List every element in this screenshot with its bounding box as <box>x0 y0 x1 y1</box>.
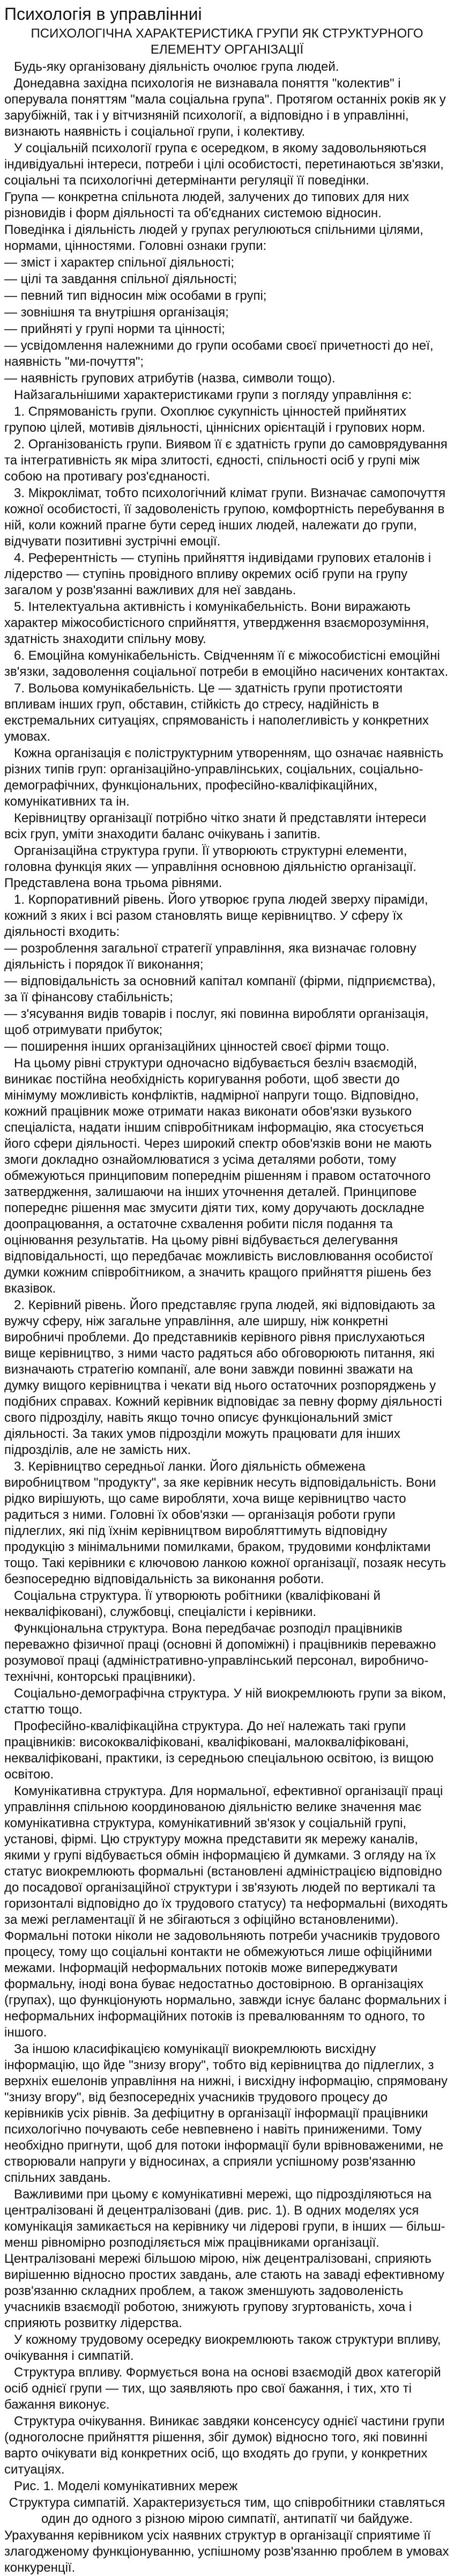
paragraph: Поведінка і діяльність людей у групах регулюються спільними цілями, нормами, цінностями. Головні ознаки групи: <box>4 223 423 253</box>
paragraph: Кожна організація є поліструктурним утворенням, що означає наявність різних типів груп: організаційно-управлінських, соціальних, соціально-демографічних, функціональних, професійно-кваліфікаційних, комунікативних та ін. <box>4 746 444 809</box>
list-item: — відповідальність за основний капітал компанії (фірми, підприємства), за її фінансову стабільність; <box>4 974 436 1005</box>
list-item: — розроблення загальної стратегії управління, яка визначає головну діяльність і порядок її виконання; <box>4 941 416 972</box>
list-item: — наявність групових атрибутів (назва, символи тощо). <box>4 371 336 386</box>
list-item: — усвідомлення належними до групи особами своєї причетності до неї, наявність "ми-почуття"; <box>4 338 434 369</box>
paragraph: Важливими при цьому є комунікативні мережі, що підрозділяються на централізовані й децентралізовані (див. рис. 1). В одних моделях уся комунікація замикається на керівнику чи лідерові групи, в інших — більш-менш рівномірно розподіляється між працівниками організації. Централізовані мережі більшою мірою, ніж децентралізовані, сприяють вирішенню відносно простих завдань, але стають на заваді ефективному розв'язанню складних проблем, а також зменшують задоволеність учасників взаємодії роботою, знижують групову згуртованість, хоча і сприяють розвитку лідерства. <box>4 2187 445 2330</box>
paragraph: Рис. 1. Моделі комунікативних мереж <box>14 2479 238 2493</box>
document-body <box>4 59 450 2576</box>
paragraph: 2. Організованість групи. Виявом її є здатність групи до самоврядування та інтегративність як міра злитості, єдності, спільності осіб у групі між собою на противагу роз'єднаності. <box>4 437 448 484</box>
list-item: — прийняті у групі норми та цінності; <box>4 322 225 336</box>
paragraph: Комунікативна структура. Для нормальної, ефективної організації праці управління спільною координованою діяльністю велике значення має комунікативна структура, комунікативний зв'язок у соціальній групі, установі, фірмі. Цю структуру можна представити як мережу каналів, якими у групі відбувається обмін інформацією й думками. З огляду на їх статус виокремлюють формальні (встановлені адміністрацією відповідно до посадової організаційної структури і зв'язують людей по вертикалі та горизонталі відповідно до їх трудового статусу) та неформальні (виходять за межі регламентації й не збігаються з офіційно встановленими). Формальні потоки ніколи не задовольняють потреби учасників трудового процесу, тому що соціальні контакти не обмежуються лише офіційними межами. Інформацій неформальних потоків може випереджувати формальну, іноді вона буває недостатньо достовірною. В організаціях (групах), що функціонують нормально, завжди існує баланс формальних і неформальних інформаційних потоків із превалюванням то одного, то іншого. <box>4 1784 448 2040</box>
list-item: — з'ясування видів товарів і послуг, які повинна виробляти організація, щоб отримувати прибуток; <box>4 1007 429 1037</box>
paragraph: 3. Керівництво середньої ланки. Його діяльність обмежена виробництвом "продукту", за яке керівник несуть відповідальність. Вони рідко вирішують, що саме виробляти, хоча вище керівництво часто радиться з ними. Головні їх обов'язки — організація роботи групи підлеглих, які під їхнім керівництвом виробляттимуть відповідну продукцію з мінімальними помилками, браком, трудовими конфліктами тощо. Такі керівники є ключовою ланкою кожної організації, позаяк несуть безпосередню відповідальність за виконання роботи. <box>4 1459 446 1586</box>
paragraph: 1. Спрямованість групи. Охоплює сукупність цінностей прийнятих групою цілей, мотивів діяльності, ціннісних орієнтацій і групових норм. <box>4 404 426 435</box>
list-item: — зміст і характер спільної діяльності; <box>4 255 234 270</box>
paragraph: Структура впливу. Формується вона на основі взаємодій двох категорій осіб однієї групи — тих, що заявляють про свої бажання, і тих, хто ті бажання виконує. <box>4 2365 441 2412</box>
paragraph: Соціально-демографічна структура. У ній виокремлюють групи за віком, статтю тощо. <box>4 1686 446 1717</box>
paragraph: Будь-яку організовану діяльність очолює група людей. <box>14 60 339 74</box>
list-item: — зовнішня та внутрішня організація; <box>4 305 229 320</box>
paragraph: На цьому рівні структури одночасно відбувається безліч взаємодій, виникає постійна необхідність коригування роботи, щоб звести до мінімуму можливість конфліктів, надмірної напруги тощо. Відповідно, кожний працівник може отримати наказ виконати обов'язки вузького спеціаліста, надати іншим співробітникам інформацію, яка стосується його сфери діяльності. Через широкий спектр обов'язків вони не мають змоги докладно ознайомлюватися з усіма деталями роботи, тому обмежуються принциповим попереднім рішенням і правом остаточного затвердження, залишаючи на інших уточнення деталей. Принципове попереднє рішення має змусити діяти тих, кому доручають доскладне доопрацювання, а остаточне схвалення робити після подання та оцінювання результатів. На цьому рівні відбувається делегування відповідальності, що передбачає можливість висловлювання особистої думки кожним співробітником, а значить кращого прийняття рішень без вказівок. <box>4 1056 433 1296</box>
paragraph: Професійно-кваліфікаційна структура. До неї належать такі групи працівників: висококваліфіковані, кваліфіковані, малокваліфіковані, некваліфіковані, практики, із середньою спеціальною освітою, із вищою освітою. <box>4 1719 434 1782</box>
list-item: — поширення інших організаційних цінностей своєї фірми тощо. <box>4 1039 390 1054</box>
paragraph: 4. Референтність — ступінь прийняття індивідами групових еталонів і лідерство — ступінь провідного впливу окремих осіб групи на групу загалом у розв'язанні важливих для неї завдань. <box>4 551 431 597</box>
paragraph: Донедавна західна психологія не визнавала поняття "колектив" і оперувала поняттям "мала соціальна група". Протягом останніх років як у зарубіжній, так і у вітчизняній психології, а відповідно і в управлінні, визнають наявність і соціальної групи, і колективу. <box>4 76 446 139</box>
paragraph: У соціальній психології група є осередком, в якому задовольняються індивідуальні інтереси, потреби і цілі особистості, перетинаються зв'язки, соціальні та психологічні детермінанти регуляції її поведінки. <box>4 141 444 188</box>
paragraph: Група — конкретна спільнота людей, залучених до типових для них різновидів і форм діяльності та об'єднаних системою відносин. <box>4 190 410 220</box>
paragraph: 6. Емоційна комунікабельність. Свідченням її є міжособистісні емоційні зв'язки, задоволення соціальної потреби в емоційно насичених контактах. <box>4 648 449 679</box>
list-item: — цілі та завдання спільної діяльності; <box>4 272 237 286</box>
paragraph: 1. Корпоративний рівень. Його утворює група людей зверху піраміди, кожний з яких і всі разом становлять вище керівництво. У сферу їх діяльності входить: <box>4 892 428 939</box>
paragraph: 3. Мікроклімат, тобто психологічний клімат групи. Визначає самопочуття кожної особистості, її задоволеність групою, комфортність перебування в ній, коли кожний прагне бути серед інших людей, належати до групи, відчувати позитивні зустрічні емоції. <box>4 486 446 549</box>
paragraph: Найзагальнішими характеристиками групи з погляду управління є: <box>14 388 412 402</box>
paragraph: Урахування керівником усіх наявних структур в організації сприятиме її злагодженому функціонуванню, успішному розв'язанню проблем в умовах конкуренції. <box>4 2528 449 2575</box>
paragraph: Функціональна структура. Вона передбачає розподіл працівників переважно фізичної праці (основні й допоміжні) і працівників переважно розумової праці (адміністративно-управлінський персонал, виробничо-технічні, конторські працівники). <box>4 1621 436 1684</box>
paragraph: За іншою класифікацією комунікації виокремлюють висхідну інформацію, що йде "знизу вгору", тобто від керівництва до підлеглих, з верхніх ешелонів управління на нижні, і висхідну інформацію, спрямовану "знизу вгору", від безпосередніх учасників трудового процесу до керівників усіх рівнів. За дефіцитну в організації інформації працівники психологічно почувають себе невпевнено і навіть приниженими. Тому необхідно пригнути, щоб для потоки інформації були врівноваженими, не створювали напруги у відносинах, а сприяли успішному розв'язанню спільних завдань. <box>4 2042 448 2185</box>
paragraph: 7. Вольова комунікабельність. Це — здатність групи протистояти впливам інших груп, обставин, стійкість до стресу, надійність в екстремальних ситуаціях, спрямованість і наполегливість у конкретних умовах. <box>4 681 429 744</box>
section-heading: ПСИХОЛОГІЧНА ХАРАКТЕРИСТИКА ГРУПИ ЯК СТРУКТУРНОГО ЕЛЕМЕНТУ ОРГАНІЗАЦІЇ <box>31 26 423 57</box>
paragraph: 5. Інтелектуальна активність і комунікабельність. Вони виражають характер міжособистісного сприйняття, утвердження взаєморозуміння, здатність знаходити спільну мову. <box>4 600 429 646</box>
page-title: Психологія в управлінниі <box>4 4 202 24</box>
paragraph: Соціальна структура. Її утворюють робітники (кваліфіковані й некваліфіковані), службовці, спеціалісти і керівники. <box>4 1589 381 1619</box>
figure-caption: Структура симпатій. Характеризується тим, що співробітники ставляться один до одного з різною мірою симпатії, антипатії чи байдуже. <box>9 2496 445 2526</box>
paragraph: Керівництву організації потрібно чітко знати й представляти інтереси всіх груп, уміти знаходити баланс очікувань і запитів. <box>4 811 427 842</box>
list-item: — певний тип відносин між особами в групі; <box>4 289 267 303</box>
paragraph: У кожному трудовому осередку виокремлюють також структури впливу, очікування і симпатій. <box>4 2333 441 2363</box>
paragraph: Організаційна структура групи. Її утворюють структурні елементи, головна функція яких — управління основною діяльністю організації. Представлена вона трьома рівнями. <box>4 844 416 890</box>
paragraph: Структура очікування. Виникає завдяки консенсусу однієї частини групи (одноголосне прийняття рішення, збіг думок) відносно того, які повинні варто очікувати від конкретних осіб, що входять до групи, у конкретних ситуаціях. <box>4 2414 445 2477</box>
paragraph: 2. Керівний рівень. Його представляє група людей, які відповідають за вужчу сферу, ніж загальне управління, але ширшу, ніж конкретні виробничі проблеми. До представників керівного рівня прислухаються вище керівництво, з ними часто радяться або обговорюють питання, які визначають стратегію компанії, але вони завжди повинні зважати на думку вищого керівництва і чекати від нього остаточних розпоряджень у подібних справах. Кожний керівник відповідає за певну форму діяльності свого підрозділу, навіть якщо точно описує функціональний зміст діяльності. За таких умов підрозділи можуть працювати для інших підрозділів, але не замість них. <box>4 1298 442 1457</box>
